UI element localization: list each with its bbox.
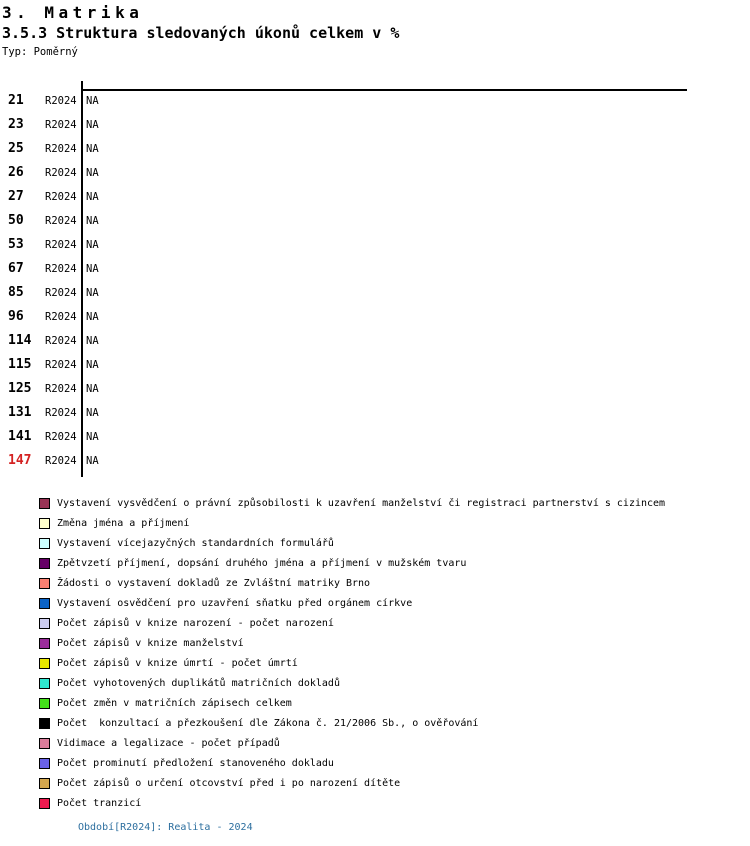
legend-swatch-icon <box>39 798 50 809</box>
row-value: NA <box>86 455 99 467</box>
legend-swatch-icon <box>39 618 50 629</box>
row-category-id: 50 <box>8 213 24 228</box>
legend-item <box>39 513 665 533</box>
row-category-id: 26 <box>8 165 24 180</box>
row-value: NA <box>86 335 99 347</box>
legend-item <box>39 773 665 793</box>
chart-row <box>0 89 750 113</box>
legend-swatch-icon <box>39 678 50 689</box>
legend-swatch-icon <box>39 718 50 729</box>
row-value: NA <box>86 215 99 227</box>
chart-row <box>0 161 750 185</box>
row-category-id: 27 <box>8 189 24 204</box>
row-category-id: 25 <box>8 141 24 156</box>
legend-swatch-icon <box>39 498 50 509</box>
legend-label: Počet vyhotovených duplikátů matričních dokladů <box>57 677 340 689</box>
row-category-id: 114 <box>8 333 32 348</box>
legend-label: Žádosti o vystavení dokladů ze Zvláštní matriky Brno <box>57 577 371 589</box>
chart-row <box>0 209 750 233</box>
row-period-label: R2024 <box>45 119 77 131</box>
row-category-id: 131 <box>8 405 32 420</box>
row-period-label: R2024 <box>45 407 77 419</box>
legend-item <box>39 793 665 813</box>
legend-swatch-icon <box>39 778 50 789</box>
legend-item <box>39 653 665 673</box>
chart-row <box>0 137 750 161</box>
legend-item <box>39 733 665 753</box>
legend-swatch-icon <box>39 758 50 769</box>
row-value: NA <box>86 383 99 395</box>
report-subtitle: 3.5.3 Struktura sledovaných úkonů celkem v % <box>2 24 400 42</box>
legend-label: Počet zápisů v knize úmrtí - počet úmrtí <box>57 657 298 669</box>
legend-swatch-icon <box>39 578 50 589</box>
chart-row <box>0 233 750 257</box>
row-category-id: 85 <box>8 285 24 300</box>
period-note: Období[R2024]: Realita - 2024 <box>78 822 253 833</box>
legend-label: Počet zápisů o určení otcovství před i po narození dítěte <box>57 777 401 789</box>
chart-row <box>0 377 750 401</box>
legend-swatch-icon <box>39 538 50 549</box>
legend-label: Počet konzultací a přezkoušení dle Zákona č. 21/2006 Sb., o ověřování <box>57 717 479 729</box>
legend-item <box>39 753 665 773</box>
chart-row <box>0 185 750 209</box>
legend-item <box>39 493 665 513</box>
report-type-label: Typ: Poměrný <box>2 46 78 58</box>
chart-row <box>0 449 750 473</box>
legend-swatch-icon <box>39 558 50 569</box>
legend-label: Počet zápisů v knize narození - počet narození <box>57 617 334 629</box>
row-category-id: 147 <box>8 453 32 468</box>
legend-item <box>39 613 665 633</box>
row-value: NA <box>86 263 99 275</box>
legend-label: Zpětvzetí příjmení, dopsání druhého jména a příjmení v mužském tvaru <box>57 557 467 569</box>
legend-label: Vystavení vysvědčení o právní způsobilosti k uzavření manželství či registraci partnerství s cizincem <box>57 497 666 509</box>
legend-item <box>39 693 665 713</box>
chart-row <box>0 401 750 425</box>
legend-item <box>39 633 665 653</box>
row-value: NA <box>86 191 99 203</box>
chart-row <box>0 113 750 137</box>
report-title: 3. Matrika <box>2 3 144 22</box>
legend-label: Počet tranzicí <box>57 797 142 809</box>
legend-swatch-icon <box>39 698 50 709</box>
row-period-label: R2024 <box>45 287 77 299</box>
row-period-label: R2024 <box>45 383 77 395</box>
row-period-label: R2024 <box>45 359 77 371</box>
row-period-label: R2024 <box>45 95 77 107</box>
row-period-label: R2024 <box>45 311 77 323</box>
chart-row <box>0 281 750 305</box>
legend-label: Vidimace a legalizace - počet případů <box>57 737 280 749</box>
row-value: NA <box>86 311 99 323</box>
row-period-label: R2024 <box>45 191 77 203</box>
row-value: NA <box>86 239 99 251</box>
row-period-label: R2024 <box>45 263 77 275</box>
legend-label: Počet prominutí předložení stanoveného dokladu <box>57 757 334 769</box>
legend-item <box>39 553 665 573</box>
row-category-id: 115 <box>8 357 32 372</box>
row-value: NA <box>86 119 99 131</box>
legend-label: Počet změn v matričních zápisech celkem <box>57 697 292 709</box>
row-period-label: R2024 <box>45 167 77 179</box>
legend-label: Změna jména a příjmení <box>57 517 190 529</box>
row-period-label: R2024 <box>45 431 77 443</box>
row-value: NA <box>86 95 99 107</box>
legend-swatch-icon <box>39 738 50 749</box>
legend-swatch-icon <box>39 638 50 649</box>
row-category-id: 96 <box>8 309 24 324</box>
row-value: NA <box>86 359 99 371</box>
row-value: NA <box>86 431 99 443</box>
legend-label: Vystavení vícejazyčných standardních formulářů <box>57 537 334 549</box>
row-category-id: 23 <box>8 117 24 132</box>
legend-swatch-icon <box>39 598 50 609</box>
legend-item <box>39 713 665 733</box>
legend-label: Počet zápisů v knize manželství <box>57 637 244 649</box>
legend-swatch-icon <box>39 518 50 529</box>
row-value: NA <box>86 167 99 179</box>
chart-row <box>0 257 750 281</box>
row-period-label: R2024 <box>45 239 77 251</box>
row-category-id: 21 <box>8 93 24 108</box>
row-period-label: R2024 <box>45 143 77 155</box>
legend-item <box>39 593 665 613</box>
row-period-label: R2024 <box>45 215 77 227</box>
row-value: NA <box>86 143 99 155</box>
row-category-id: 67 <box>8 261 24 276</box>
legend-swatch-icon <box>39 658 50 669</box>
row-period-label: R2024 <box>45 455 77 467</box>
row-category-id: 125 <box>8 381 32 396</box>
row-category-id: 141 <box>8 429 32 444</box>
legend-item <box>39 573 665 593</box>
chart-row <box>0 305 750 329</box>
row-value: NA <box>86 407 99 419</box>
row-period-label: R2024 <box>45 335 77 347</box>
row-value: NA <box>86 287 99 299</box>
row-category-id: 53 <box>8 237 24 252</box>
chart-row <box>0 329 750 353</box>
chart-legend <box>39 493 665 813</box>
legend-item <box>39 673 665 693</box>
chart-row <box>0 425 750 449</box>
legend-item <box>39 533 665 553</box>
legend-label: Vystavení osvědčení pro uzavření sňatku před orgánem církve <box>57 597 413 609</box>
chart-row <box>0 353 750 377</box>
